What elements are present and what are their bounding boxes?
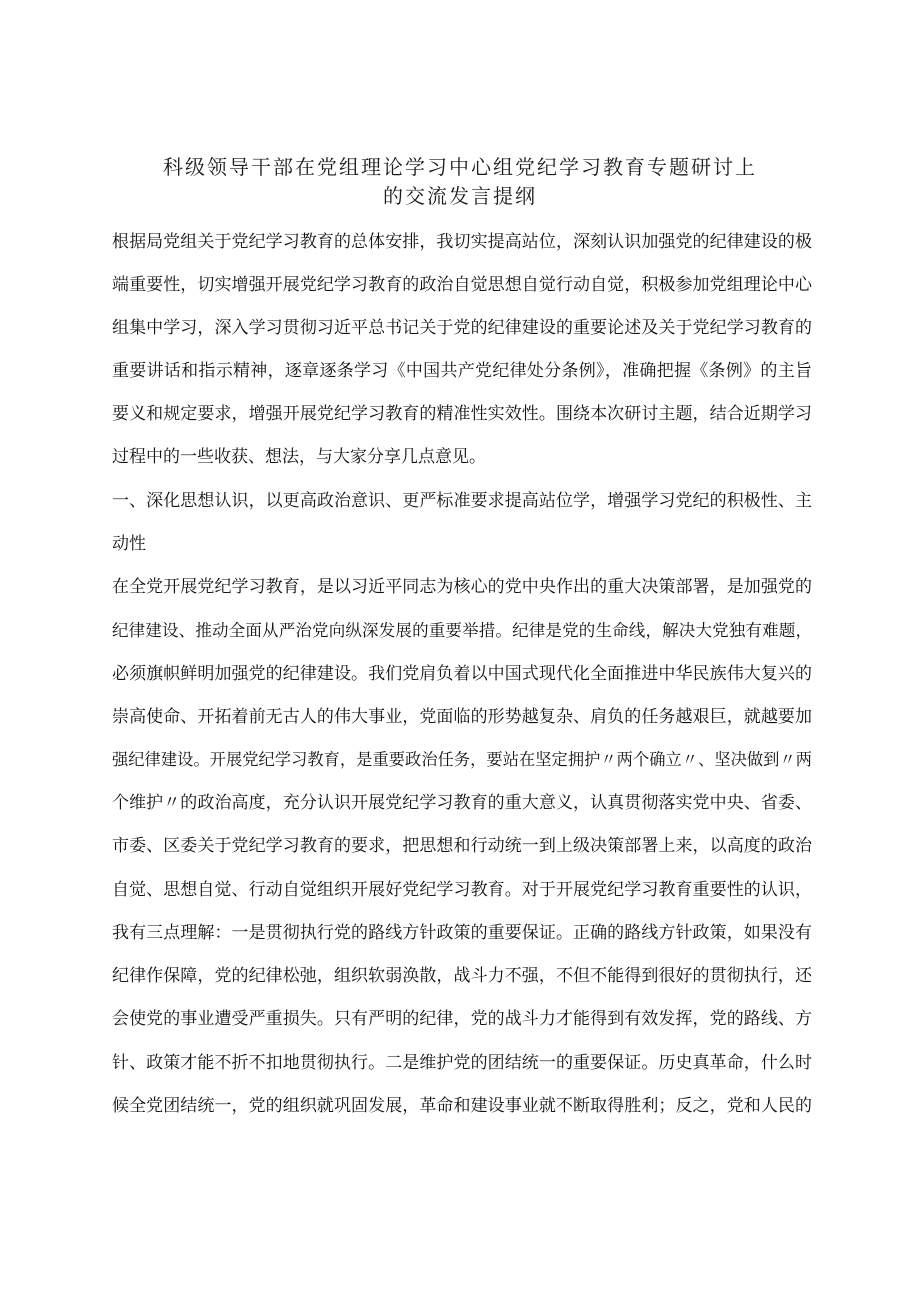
body-line: 端重要性，切实增强开展党纪学习教育的政治自觉思想自觉行动自觉，积极参加党组理论中心 [112, 275, 812, 295]
body-line: 针、政策才能不折不扣地贯彻执行。二是维护党的团结统一的重要保证。历史真革命，什么时 [112, 1053, 812, 1073]
body-line: 过程中的一些收获、想法，与大家分享几点意见。 [112, 447, 486, 467]
body-line: 组集中学习，深入学习贯彻习近平总书记关于党的纪律建设的重要论述及关于党纪学习教育的 [112, 318, 812, 338]
body-line: 纪律建设、推动全面从严治党向纵深发展的重要举措。纪律是党的生命线，解决大党独有难题， [112, 621, 812, 640]
body-line: 市委、区委关于党纪学习教育的要求，把思想和行动统一到上级决策部署上来，以高度的政治 [112, 836, 812, 856]
body-line: 候全党团结统一，党的组织就巩固发展，革命和建设事业就不断取得胜利；反之，党和人民的 [112, 1096, 812, 1116]
document-title-line-1: 科级领导干部在党组理论学习中心组党纪学习教育专题研讨上 [163, 155, 757, 179]
section-heading-line: 一、深化思想认识，以更高政治意识、更严标准要求提高站位学，增强学习党纪的积极性、主 [112, 491, 812, 511]
body-line: 要义和规定要求，增强开展党纪学习教育的精准性实效性。围绕本次研讨主题，结合近期学习 [112, 404, 812, 424]
body-line: 会使党的事业遭受严重损失。只有严明的纪律，党的战斗力才能得到有效发挥，党的路线、方 [112, 1009, 812, 1029]
document-title-line-2: 的交流发言提纲 [383, 184, 537, 208]
body-line: 自觉、思想自觉、行动自觉组织开展好党纪学习教育。对于开展党纪学习教育重要性的认识， [112, 880, 812, 900]
body-line: 纪律作保障，党的纪律松弛，组织软弱涣散，战斗力不强，不但不能得到很好的贯彻执行，还 [112, 966, 812, 986]
body-line: 必须旗帜鲜明加强党的纪律建设。我们党肩负着以中国式现代化全面推进中华民族伟大复兴的 [112, 664, 812, 684]
body-line: 重要讲话和指示精神，逐章逐条学习《中国共产党纪律处分条例》，准确把握《条例》的主旨 [112, 361, 812, 381]
body-line: 我有三点理解：一是贯彻执行党的路线方针政策的重要保证。正确的路线方针政策，如果没有 [112, 923, 812, 943]
body-line: 崇高使命、开拓着前无古人的伟大事业，党面临的形势越复杂、肩负的任务越艰巨，就越要加 [112, 707, 812, 727]
body-line: 根据局党组关于党纪学习教育的总体安排，我切实提高站位，深刻认识加强党的纪律建设的极 [112, 232, 812, 252]
body-line: 个维护〃的政治高度，充分认识开展党纪学习教育的重大意义，认真贯彻落实党中央、省委、 [112, 793, 812, 813]
body-line: 强纪律建设。开展党纪学习教育，是重要政治任务，要站在坚定拥护〃两个确立〃、坚决做到〃两 [112, 750, 812, 769]
section-heading-line: 动性 [112, 534, 146, 554]
body-line: 在全党开展党纪学习教育，是以习近平同志为核心的党中央作出的重大决策部署，是加强党的 [112, 577, 812, 597]
